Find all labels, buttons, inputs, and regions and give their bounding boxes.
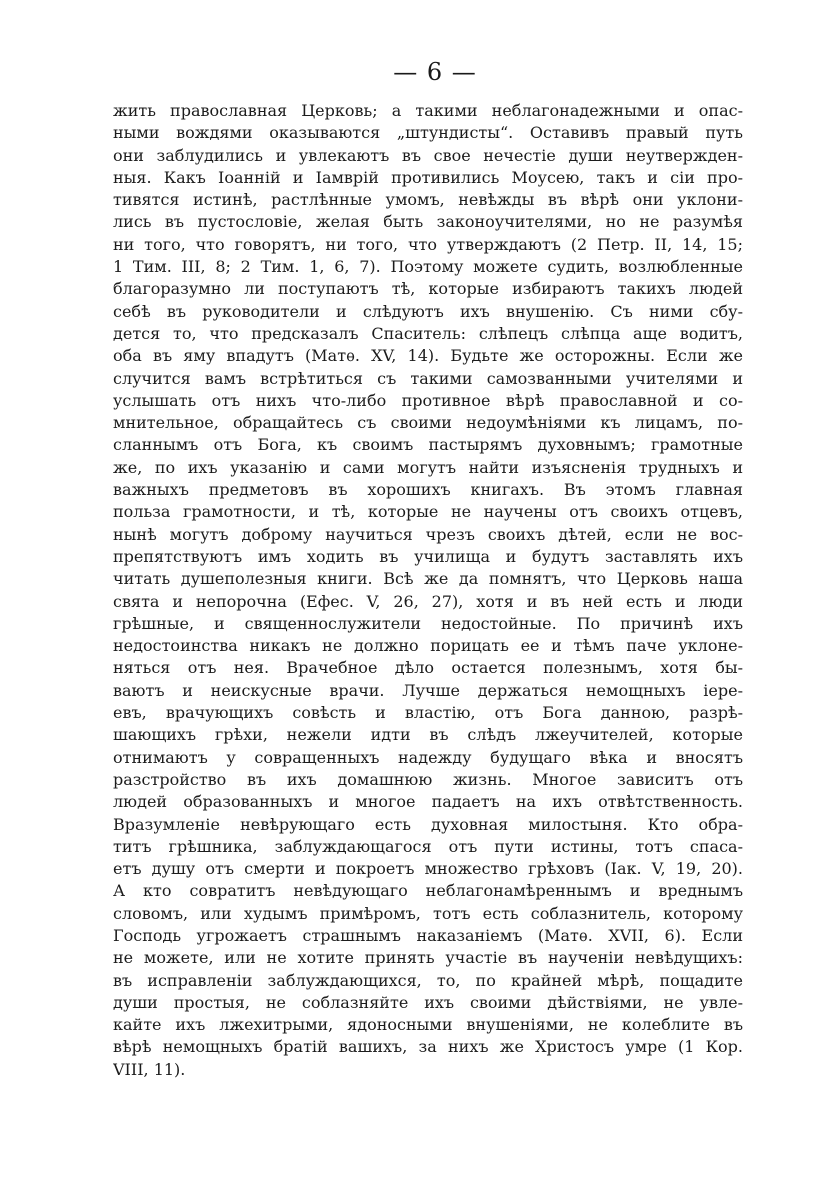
- text-line: отнимаютъ у совращенныхъ надежду будущаго вѣка и вносятъ: [113, 747, 743, 767]
- text-line: титъ грѣшника, заблуждающагося отъ пути истины, тотъ спаса-: [113, 836, 743, 856]
- text-line: читать душеполезныя книги. Всѣ же да помнятъ, что Церковь наша: [113, 569, 743, 589]
- text-line: шающихъ грѣхи, нежели идти въ слѣдъ лжеучителей, которые: [113, 725, 743, 745]
- text-line: кайте ихъ лжехитрыми, ядоносными внушеніями, не колеблите въ: [113, 1015, 743, 1035]
- text-line: случится вамъ встрѣтиться съ такими самозванными учителями и: [113, 368, 743, 388]
- text-line: же, по ихъ указанію и сами могутъ найти изъясненія трудныхъ и: [113, 457, 743, 477]
- text-line: нынѣ могутъ доброму научиться чрезъ своихъ дѣтей, если не вос-: [113, 524, 743, 544]
- text-line: жить православная Церковь; а такими неблагонадежными и опас-: [113, 101, 743, 120]
- text-line: услышать отъ нихъ что-либо противное вѣрѣ православной и со-: [113, 390, 743, 410]
- text-line: сланнымъ отъ Бога, къ своимъ пастырямъ духовнымъ; грамотные: [113, 435, 743, 455]
- text-line: польза грамотности, и тѣ, которые не научены отъ своихъ отцевъ,: [113, 502, 743, 522]
- text-line: тивятся истинѣ, растлѣнные умомъ, невѣжды въ вѣрѣ они уклони-: [113, 190, 743, 210]
- text-line: препятствуютъ имъ ходить въ училища и будутъ заставлять ихъ: [113, 546, 743, 566]
- text-line: етъ душу отъ смерти и покроетъ множество грѣховъ (Іак. V, 19, 20).: [113, 859, 743, 879]
- text-line: себѣ въ руководители и слѣдуютъ ихъ внушенію. Съ ними сбу-: [113, 301, 743, 321]
- text-line: 1 Тим. III, 8; 2 Тим. 1, 6, 7). Поэтому можете судить, возлюбленные: [113, 257, 743, 277]
- text-line: благоразумно ли поступаютъ тѣ, которые избираютъ такихъ людей: [113, 279, 743, 299]
- text-line: души простыя, не соблазняйте ихъ своими дѣйствіями, не увле-: [113, 992, 743, 1012]
- text-line: евъ, врачующихъ совѣсть и властію, отъ Бога данною, разрѣ-: [113, 703, 743, 723]
- text-line: они заблудились и увлекаютъ въ свое нечестіе души неутвержден-: [113, 145, 743, 165]
- text-line: VIII, 11).: [113, 1059, 186, 1079]
- text-line: въ исправленіи заблуждающихся, то, по крайней мѣрѣ, пощадите: [113, 970, 743, 990]
- text-line: дется то, что предсказалъ Спаситель: слѣпецъ слѣпца аще водитъ,: [113, 323, 743, 343]
- text-line: Вразумленіе невѣрующаго есть духовная милостыня. Кто обра-: [113, 814, 743, 834]
- text-line: ныя. Какъ Іоанній и Іамврій противились Моусею, такъ и сіи про-: [113, 167, 743, 187]
- text-line: няться отъ нея. Врачебное дѣло остается полезнымъ, хотя бы-: [113, 658, 743, 678]
- body-text: [113, 100, 743, 1081]
- page-number: — 6 —: [393, 58, 477, 86]
- text-line: лись въ пустословіе, желая быть законоучителями, но не разумѣя: [113, 212, 743, 232]
- text-line: ни того, что говорятъ, ни того, что утверждаютъ (2 Петр. II, 14, 15;: [113, 234, 743, 254]
- text-line: разстройство въ ихъ домашнюю жизнь. Многое зависитъ отъ: [113, 769, 743, 789]
- text-line: вѣрѣ немощныхъ братій вашихъ, за нихъ же Христосъ умре (1 Кор.: [113, 1037, 743, 1057]
- text-line: ными вождями оказываются „штундисты“. Оставивъ правый путь: [113, 123, 743, 143]
- text-line: ваютъ и неискусные врачи. Лучше держаться немощныхъ іерe-: [113, 680, 743, 700]
- text-line: важныхъ предметовъ въ хорошихъ книгахъ. Въ этомъ главная: [113, 480, 743, 500]
- text-line: Господь угрожаетъ страшнымъ наказаніемъ (Матѳ. XVII, 6). Если: [113, 925, 743, 945]
- text-line: словомъ, или худымъ примѣромъ, тотъ есть соблазнитель, которому: [113, 903, 743, 923]
- text-line: людей образованныхъ и многое падаетъ на ихъ отвѣтственность.: [113, 792, 743, 812]
- text-line: грѣшные, и священнослужители недостойные. По причинѣ ихъ: [113, 613, 743, 633]
- text-line: не можете, или не хотите принять участіе въ наученіи невѣдущихъ:: [113, 948, 743, 968]
- text-line: оба въ яму впадутъ (Матѳ. XV, 14). Будьте же осторожны. Если же: [113, 346, 743, 366]
- text-line: свята и непорочна (Ефес. V, 26, 27), хотя и въ ней есть и люди: [113, 591, 743, 611]
- text-line: А кто совратитъ невѣдующаго неблагонамѣреннымъ и вреднымъ: [113, 881, 743, 901]
- text-line: мнительное, обращайтесь съ своими недоумѣніями къ лицамъ, по-: [113, 413, 743, 433]
- text-line: недостоинства никакъ не должно порицать ее и тѣмъ паче уклоне-: [113, 636, 743, 656]
